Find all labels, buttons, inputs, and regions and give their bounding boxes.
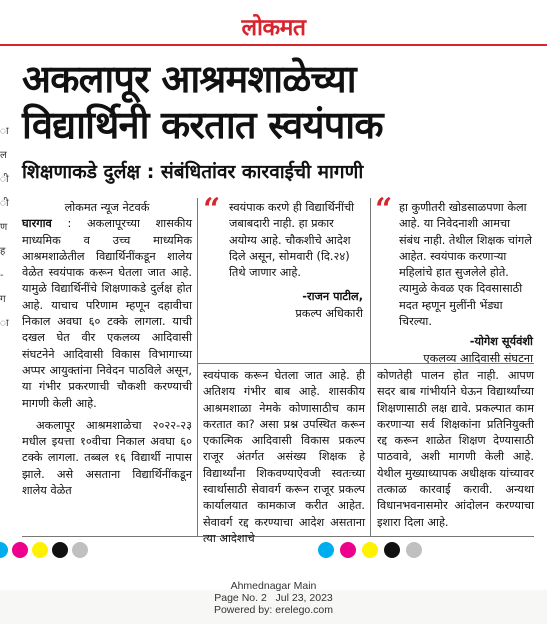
registration-dot-yellow [362, 542, 378, 558]
article-column-2 [203, 368, 365, 547]
page-number-date: Page No. 2 Jul 23, 2023 [214, 592, 333, 604]
registration-dot-yellow [32, 542, 48, 558]
article-column-1 [22, 200, 192, 499]
column-divider [370, 198, 371, 536]
page-footer [0, 580, 547, 616]
registration-dot-black [52, 542, 68, 558]
registration-dot-grey [72, 542, 88, 558]
quote-box-official [203, 192, 363, 322]
adjacent-article-fragment: ा ल ी ी ण ह - ग ा [0, 126, 9, 329]
quote-mark-icon: “ [375, 192, 393, 227]
quote-text: स्वयंपाक करणे ही विद्यार्थिनींची जबाबदारी नाही. हा प्रकार अयोग्य आहे. चौकशीचे आदेश दिले असून, सोमवारी (दि.२४) तिथे जाणार आहे. [229, 201, 355, 280]
article-paragraph: घारगाव : अकलापूरच्या शासकीय माध्यमिक व उच्च माध्यमिक आश्रमशाळेतील विद्यार्थिनींकडून शालेय वेळेत स्वयंपाक करून घेतला जात आहे. यामुळे विद्यार्थिनींचे शिक्षणाकडे दुर्लक्ष होत आहे. याचाच परिणाम म्हणून दहावीचा निकाल अवघा ६० टक्के लागला. याची दखल घेत वीर एकलव्य आदिवासी संघटनेने आदिवासी विकास विभागाच्या अप्पर आयुक्तांना निवेदन पाठविले असून, या गंभीर प्रकरणाची चौकशी करण्याची मागणी केली आहे. [22, 217, 192, 410]
article-paragraph: अकलापूर आश्रमशाळेचा २०२२-२३ मधील इयत्ता १०वीचा निकाल अवघा ६० टक्के लागला. तब्बल १६ विद्यार्थी नापास झाले. असे असताना विद्यार्थिनींकडून शालेय वेळेत [22, 418, 192, 498]
article-headline: अकलापूर आश्रमशाळेच्या विद्यार्थिनी करतात स्वयंपाक [22, 57, 383, 147]
registration-dot-magenta [340, 542, 356, 558]
masthead-rule [0, 44, 547, 46]
masthead-logo: लोकमत [241, 14, 306, 41]
dateline: घारगाव [22, 217, 52, 231]
quote-mark-icon: “ [203, 192, 221, 227]
quote-attribution-role: प्रकल्प अधिकारी [295, 306, 363, 320]
article-paragraph: स्वयंपाक करून घेतला जात आहे. ही अतिशय गंभीर बाब आहे. शासकीय आश्रमशाळा नेमके कोणासाठीच काम करतात का? असा प्रश्न उपस्थित करून एकात्मिक आदिवासी विकास प्रकल्प राजूर अंतर्गत असंख्य शिक्षक हे विद्यार्थ्यांना शिकवण्याऐवजी स्वतःच्या स्वार्थासाठी सेवावर्ग करून राजूर प्रकल्प कार्यालयात कामकाज करीत आहेत. सेवावर्ग रद्द करण्याचा आदेश असताना त्या आदेशाचे [203, 369, 365, 545]
registration-dot-cyan [0, 542, 8, 558]
article-paragraph: कोणतेही पालन होत नाही. आपण सदर बाब गांभीर्याने घेऊन विद्यार्थ्यांच्या शिक्षणासाठी लक्ष द्यावे. प्रकल्पात काम करणाऱ्या सर्व शिक्षकांना प्रतिनियुक्ती रद्द करून शाळेत शिक्षण देण्यासाठी पाठवावे, अशी मागणी केली आहे. येथील मुख्याध्यापक अधीक्षक यांच्यावर तत्काळ कारवाई करावी. अन्यथा विधानभवनासमोर आंदोलन करण्याचा इशारा दिला आहे. [377, 369, 534, 529]
registration-dot-cyan [318, 542, 334, 558]
registration-dot-grey [406, 542, 422, 558]
registration-color-bar-right [318, 542, 430, 558]
registration-dot-black [384, 542, 400, 558]
quote-attribution-name: -राजन पाटील, [302, 290, 363, 304]
quote-attribution-name: -योगेश सूर्यवंशी [469, 335, 533, 349]
article-column-3 [377, 368, 534, 531]
edition-label: Ahmednagar Main [230, 580, 317, 592]
article-subheadline: शिक्षणाकडे दुर्लक्ष : संबंधितांवर कारवाईची मागणी [22, 161, 364, 183]
registration-color-bar-left [0, 542, 82, 558]
powered-by-link[interactable]: Powered by: erelego.com [213, 604, 334, 616]
column-divider [197, 198, 198, 536]
quote-text: हा कुणीतरी खोडसाळपणा केला आहे. या निवेदनाशी आमचा संबंध नाही. तेथील शिक्षक चांगले आहेत. स्वयंपाक करणाऱ्या महिलांचे हात सुजलेले होते. त्यामुळे केवळ एक दिवसासाठी मदत म्हणून मुलींनी भेंड्या चिरल्या. [399, 201, 532, 329]
byline: लोकमत न्यूज नेटवर्क [64, 201, 150, 214]
registration-dot-magenta [12, 542, 28, 558]
quote-attribution-role: एकलव्य आदिवासी संघटना [423, 351, 533, 365]
quote-box-organisation [375, 192, 533, 367]
